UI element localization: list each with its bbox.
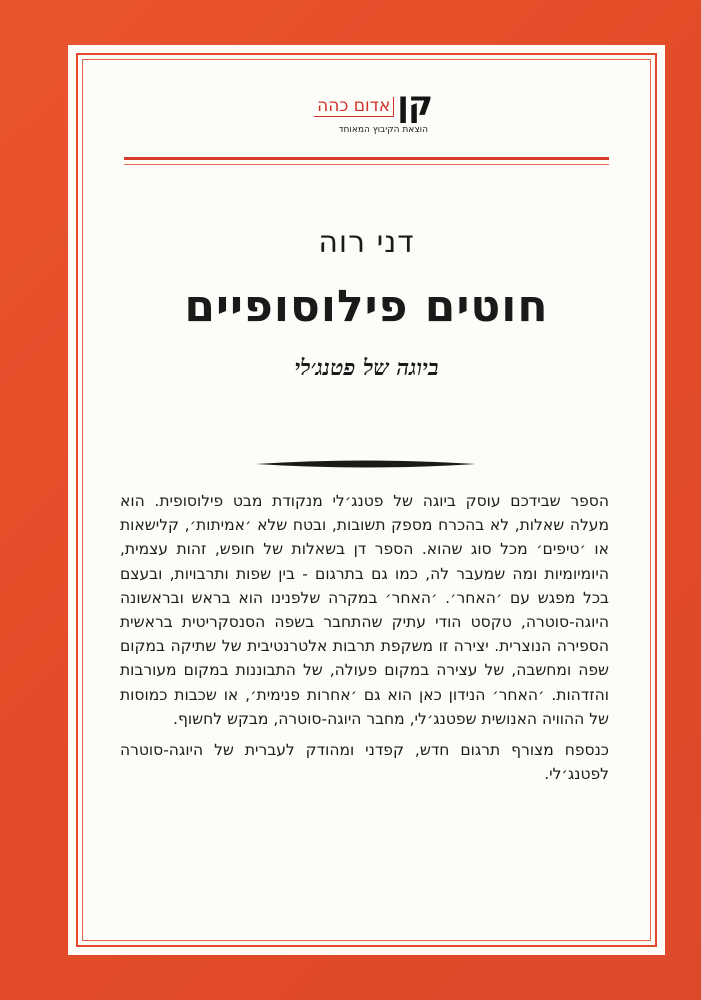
header-rule-thin xyxy=(124,164,609,165)
blurb-paragraph-1: הספר שבידכם עוסק ביוגה של פטנג׳לי מנקודת מבט פילוסופית. הוא מעלה שאלות, לא בהכרח מספק תשובות, ובטח שלא ׳אמיתות׳, קלישאות או ׳טיפים׳ מכל סוג שהוא. הספר דן בשאלות של חופש, זהות עצמית, היומיומיות ומה שמעבר לה, כמו גם בתרגום - בין שפות ותרבויות, ובעצם בכל מפגש עם ׳האחר׳. ׳האחר׳ במקרה שלפנינו הוא בראש ובראשונה היוגה-סוטרה, טקסט הודי עתיק שהתחבר בשפה הסנסקריטית בראשית הספירה הנוצרית. יצירה זו משקפת תרבות אלטרנטיבית של שתיקה במקום שפה ומחשבה, של עצירה במקום פעולה, של התבוננות במקום מעורבות והזדהות. ׳האחר׳ הנידון כאן הוא גם ׳אחרות פנימית׳, או שכבות כמוסות של ההוויה האנושית שפטנג׳לי, מחבר היוגה-סוטרה, מבקש לחשוף. xyxy=(120,492,609,728)
publisher-logo-subtitle: הוצאת הקיבוץ המאוחד xyxy=(338,125,428,135)
ornamental-divider xyxy=(256,458,476,470)
header-rule-thick xyxy=(124,157,609,160)
publisher-logo-main: קן xyxy=(397,84,432,124)
publisher-logo xyxy=(300,84,432,143)
book-subtitle: ביוגה של פטנג׳לי xyxy=(294,355,439,381)
author-name: דני רוה xyxy=(318,225,415,260)
publisher-logo-accent: אדום כהה xyxy=(314,97,394,117)
blurb-paragraph-2: כנספח מצורף תרגום חדש, קפדני ומהודק לעברית של היוגה-סוטרה לפטנג׳לי. xyxy=(120,741,609,784)
blurb-text xyxy=(120,489,609,793)
back-cover-panel xyxy=(68,45,665,955)
publisher-logo-wordmark xyxy=(314,84,432,124)
book-title: חוטים פילוסופיים xyxy=(184,281,549,332)
